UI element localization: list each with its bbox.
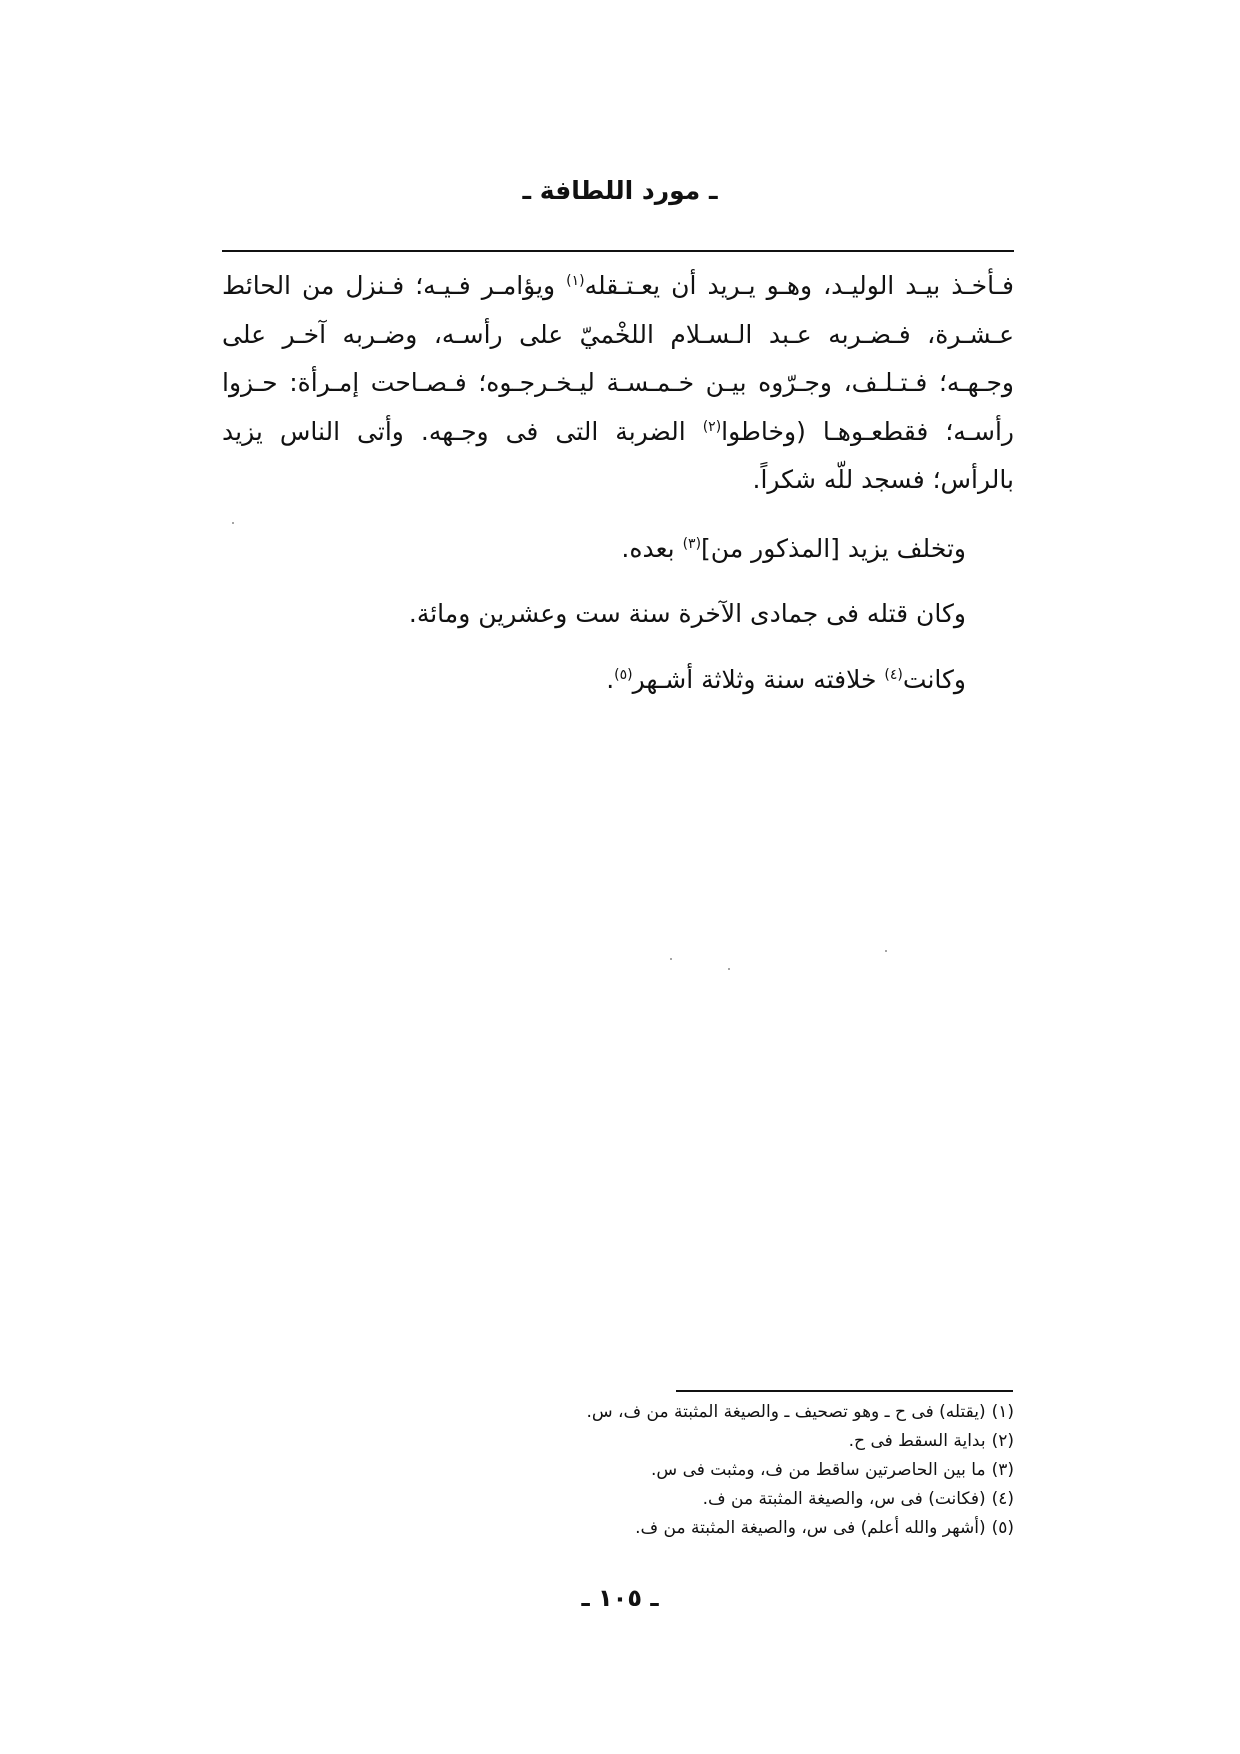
paragraph-caliphate — [222, 656, 1014, 705]
scan-speck — [232, 522, 234, 524]
paragraph-text: وكانت — [902, 664, 966, 694]
footnote-text: ما بين الحاصرتين ساقط من ف، ومثبت فى س. — [651, 1460, 986, 1480]
footnote-5 — [454, 1514, 1014, 1543]
footnote-text: (فكانت) فى س، والصيغة المثبتة من ف. — [702, 1489, 986, 1509]
scan-speck — [885, 950, 887, 952]
paragraph-killing — [222, 262, 1014, 505]
paragraph-text: ويؤامـر فـيـه؛ فـنزل من الحائط عـشـرة، فـضـربه عـبد الـسـلام اللخْميّ على رأسـه، وضـربه آخـر على وجـهـه؛ فـتـلـف، وجـرّوه بيـن خـمـسـة ليـخـرجـوه؛ فـصـاحت إمـرأة: حـزوا رأسـه؛ فقطعـوهـا (وخاطوا — [222, 271, 1014, 446]
paragraph-death-date — [222, 590, 1014, 639]
footnote-number: (١) — [991, 1402, 1014, 1422]
footnote-number: (٣) — [991, 1460, 1014, 1480]
paragraph-successor — [222, 525, 1014, 574]
footnote-ref-1: (١) — [566, 273, 585, 289]
scan-speck — [728, 968, 730, 970]
footnote-number: (٥) — [991, 1518, 1014, 1538]
paragraph-text: الضربة التى فى وجـهه. وأتى الناس يزيد بالرأس؛ فسجد للّه شكراً. — [222, 416, 1014, 494]
page-number: ـ ١٠٥ ـ — [581, 1584, 659, 1612]
footnote-text: (أشهر والله أعلم) فى س، والصيغة المثبتة من ف. — [635, 1518, 986, 1538]
paragraph-text: خلافته سنة وثلاثة أشـهر — [632, 664, 885, 694]
footnote-ref-3: (٣) — [682, 535, 702, 552]
paragraph-text: وكان قتله فى جمادى الآخرة سنة ست وعشرين ومائة. — [408, 599, 966, 628]
footnote-text: (يقتله) فى ح ـ وهو تصحيف ـ والصيغة المثبتة من ف، س. — [586, 1402, 986, 1422]
footnote-number: (٤) — [991, 1489, 1014, 1509]
footnote-3 — [454, 1456, 1014, 1485]
footnote-4 — [454, 1485, 1014, 1514]
scan-speck — [670, 958, 672, 960]
footnote-rule — [676, 1390, 1013, 1392]
running-header: ـ مورد اللطافة ـ — [522, 176, 718, 205]
footnote-2 — [454, 1427, 1014, 1456]
main-text — [222, 262, 1014, 704]
paragraph-text: بعده. — [621, 533, 683, 563]
footnote-ref-4: (٤) — [884, 666, 903, 683]
paragraph-text: وتخلف يزيد [المذكور من] — [701, 533, 966, 563]
footnotes-list — [454, 1398, 1014, 1543]
footnote-1 — [454, 1398, 1014, 1427]
header-rule — [222, 250, 1014, 252]
footnote-ref-5: (٥) — [614, 666, 633, 683]
paragraph-text: . — [606, 664, 615, 694]
paragraph-text: فـأخـذ بيـد الوليـد، وهـو يـريد أن يعـتـقله — [584, 271, 1014, 300]
footnote-ref-2: (٢) — [702, 418, 722, 435]
footnote-text: بداية السقط فى ح. — [848, 1431, 986, 1451]
footnote-number: (٢) — [991, 1431, 1014, 1451]
